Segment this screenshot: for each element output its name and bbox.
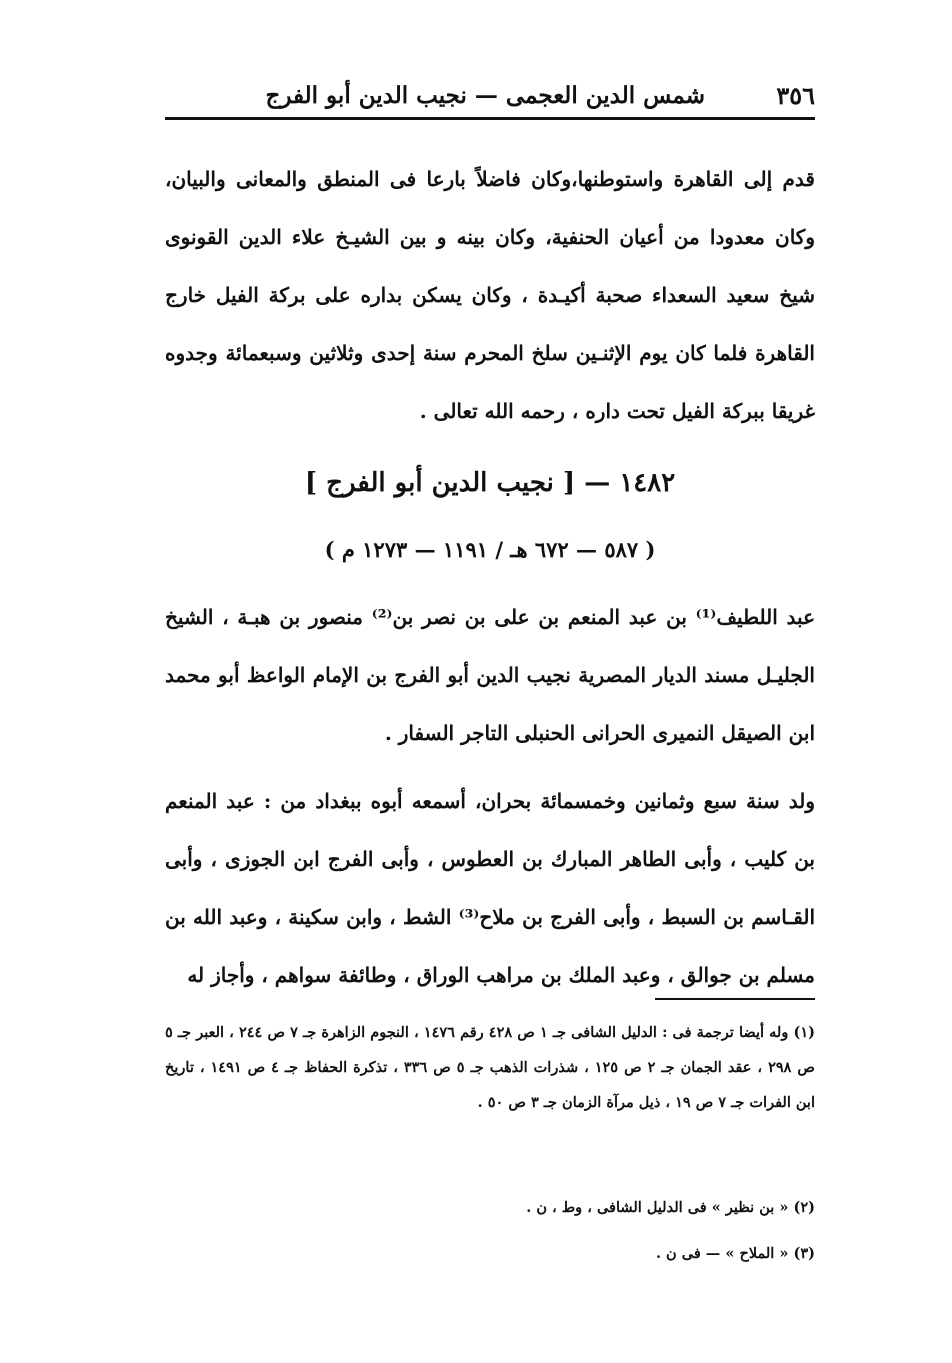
entry-title: ١٤٨٢ — [ نجيب الدين أبو الفرج ] xyxy=(304,468,676,498)
paragraph-entry-biography: ولد سنة سبع وثمانين وخمسمائة بحران، أسمعه أبوه ببغداد من : عبد المنعم بن كليب ، وأبى الطاهر المبارك بن العطوس ، وأبى الفرج ابن الجوزى ، وأبى القـاسم بن السبط ، وأبى الفرج بن ملاح⁽³⁾ الشط ، وابن سكينة ، وعبد الله بن مسلم بن جوالق ، وعبد الملك بن مراهب الوراق ، وطائفة سواهم ، وأجاز له xyxy=(165,789,816,987)
page-number: ٣٥٦ xyxy=(776,80,815,110)
running-title: شمس الدين العجمى — نجيب الدين أبو الفرج xyxy=(265,81,705,109)
footnote-3: (٣) « الملاح » — فى ن . xyxy=(655,1245,815,1262)
footnote-2: (٢) « بن نظير » فى الدليل الشافى ، وط ، ن . xyxy=(526,1199,815,1216)
page-header xyxy=(165,74,815,116)
paragraph-previous-entry-end: قدم إلى القاهرة واستوطنها،وكان فاضلاً بارعا فى المنطق والمعانى والبيان، وكان معدودا من أعيان الحنفية، وكان بينه و بين الشيـخ علاء الدين القونوى شيخ سعيد السعداء صحبة أكيـدة ، وكان يسكن بداره على بركة الفيل خارج القاهرة فلما كان يوم الإثنـين سلخ المحرم سنة إحدى وثلاثين وسبعمائة وجدوه غريقا ببركة الفيل تحت داره ، رحمه الله تعالى . xyxy=(165,167,815,423)
footnote-rule xyxy=(655,998,815,1000)
header-rule xyxy=(165,117,815,120)
paragraph-entry-lineage: عبد اللطيف⁽¹⁾ بن عبد المنعم بن على بن نصر بن⁽²⁾ منصور بن هبـة ، الشيخ الجليـل مسند الديار المصرية نجيب الدين أبو الفرج بن الإمام الواعظ أبو محمد ابن الصيقل النميرى الحرانى الحنبلى التاجر السفار . xyxy=(165,605,816,745)
entry-dates: ( ٥٨٧ — ٦٧٢ هـ / ١١٩١ — ١٢٧٣ م ) xyxy=(324,537,656,562)
footnote-1: (١) وله أيضا ترجمة فى : الدليل الشافى جـ ١ ص ٤٢٨ رقم ١٤٧٦ ، النجوم الزاهرة جـ ٧ ص ٢٤٤ ، العبر جـ ٥ ص ٢٩٨ ، عقد الجمان جـ ٢ ص ١٢٥ ، شذرات الذهب جـ ٥ ص ٣٣٦ ، تذكرة الحفاظ جـ ٤ ص ١٤٩١ ، تاريخ ابن الفرات جـ ٧ ص ١٩ ، ذيل مرآة الزمان جـ ٣ ص ٥٠ . xyxy=(165,1024,815,1111)
